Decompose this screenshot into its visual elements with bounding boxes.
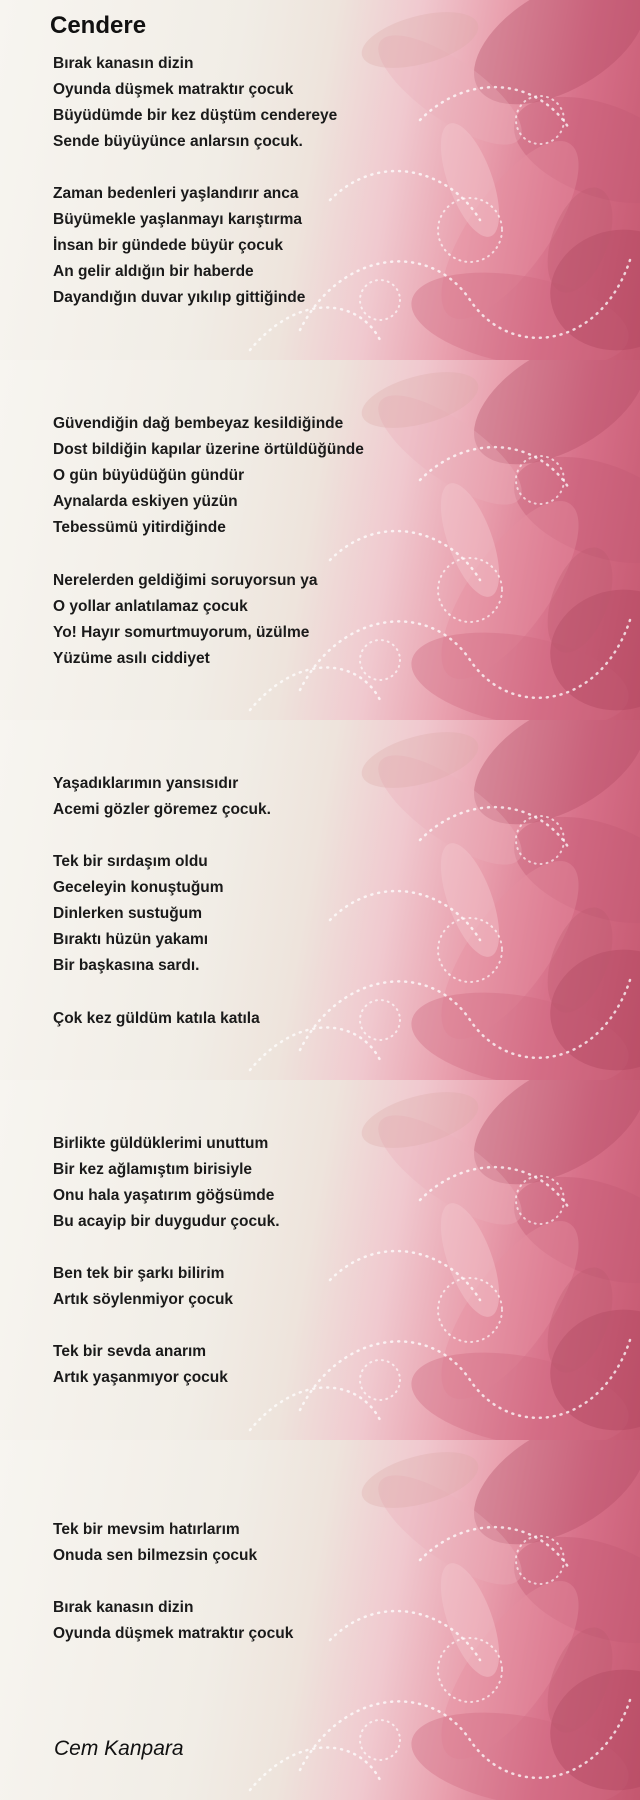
poem-line: Dost bildiğin kapılar üzerine örtüldüğünde [53, 441, 364, 458]
poem-line: An gelir aldığın bir haberde [53, 263, 254, 280]
poem-line: Aynalarda eskiyen yüzün [53, 493, 238, 510]
poem-line: Dayandığın duvar yıkılıp gittiğinde [53, 289, 306, 306]
poem-line: Yüzüme asılı ciddiyet [53, 650, 210, 667]
dotted-ring [360, 640, 400, 680]
poem-line: Güvendiğin dağ bembeyaz kesildiğinde [53, 415, 344, 432]
dotted-ring [360, 1720, 400, 1760]
poem-line: Tek bir mevsim hatırlarım [53, 1521, 240, 1538]
poem-line: Yaşadıklarımın yansısıdır [53, 775, 239, 792]
poem-line: O yollar anlatılamaz çocuk [53, 598, 248, 615]
poem-line: Dinlerken sustuğum [53, 905, 202, 922]
poem-line: Tek bir sevda anarım [53, 1343, 207, 1360]
poem-line: Bu acayip bir duygudur çocuk. [53, 1213, 280, 1230]
poem-line: Oyunda düşmek matraktır çocuk [53, 1625, 294, 1642]
poem-line: Bırak kanasın dizin [53, 1599, 194, 1616]
dotted-ring [360, 1000, 400, 1040]
dotted-ring [360, 280, 400, 320]
poem-line: Bir kez ağlamıştım birisiyle [53, 1161, 253, 1178]
poem-line: Bıraktı hüzün yakamı [53, 931, 209, 948]
stanza-9 [53, 1261, 233, 1313]
poem-line: Tek bir sırdaşım oldu [53, 853, 208, 870]
dotted-ring [360, 1360, 400, 1400]
dotted-swirl [250, 1028, 380, 1071]
poem-line: Onu hala yaşatırım göğsümde [53, 1187, 275, 1204]
dotted-swirl [250, 308, 380, 351]
dotted-swirl [250, 1388, 380, 1431]
poem-line: Acemi gözler göremez çocuk. [53, 801, 271, 818]
poem-title: Cendere [50, 12, 147, 39]
stanza-12 [53, 1595, 293, 1647]
poem-line: Birlikte güldüklerimi unuttum [53, 1135, 269, 1152]
poem-line: Çok kez güldüm katıla katıla [53, 1010, 260, 1027]
poem-line: Yo! Hayır somurtmuyorum, üzülme [53, 624, 310, 641]
poem-line: Artık yaşanmıyor çocuk [53, 1369, 228, 1386]
stanza-8 [53, 1131, 280, 1235]
poem-line: Artık söylenmiyor çocuk [53, 1291, 234, 1308]
poem-line: Ben tek bir şarkı bilirim [53, 1265, 225, 1282]
poem-line: Zaman bedenleri yaşlandırır anca [53, 185, 299, 202]
poem-line: Bir başkasına sardı. [53, 957, 200, 974]
stanza-7 [53, 1006, 260, 1032]
poem-line: O gün büyüdüğün gündür [53, 467, 245, 484]
poem-line: Büyüdümde bir kez düştüm cendereye [53, 107, 338, 124]
stanza-10 [53, 1339, 228, 1391]
poem-line: Oyunda düşmek matraktır çocuk [53, 81, 294, 98]
dotted-swirl [250, 668, 380, 711]
poem-line: Sende büyüyünce anlarsın çocuk. [53, 133, 303, 150]
dotted-swirl [250, 1748, 380, 1791]
stanza-4 [53, 568, 317, 672]
poem-line: Nerelerden geldiğimi soruyorsun ya [53, 572, 318, 589]
poem-line: Büyümekle yaşlanmayı karıştırma [53, 211, 302, 228]
stanza-1 [53, 51, 337, 155]
poem-line: Onuda sen bilmezsin çocuk [53, 1547, 258, 1564]
poem-line: Bırak kanasın dizin [53, 55, 194, 72]
poem-line: Tebessümü yitirdiğinde [53, 519, 226, 536]
stanza-3 [53, 411, 364, 541]
stanza-5 [53, 771, 271, 823]
stanza-2 [53, 181, 305, 311]
poem-author: Cem Kanpara [54, 1737, 184, 1760]
stanza-6 [53, 849, 224, 979]
poem-line: İnsan bir gündede büyür çocuk [53, 237, 283, 254]
stanza-11 [53, 1517, 257, 1569]
poem-line: Geceleyin konuştuğum [53, 879, 224, 896]
